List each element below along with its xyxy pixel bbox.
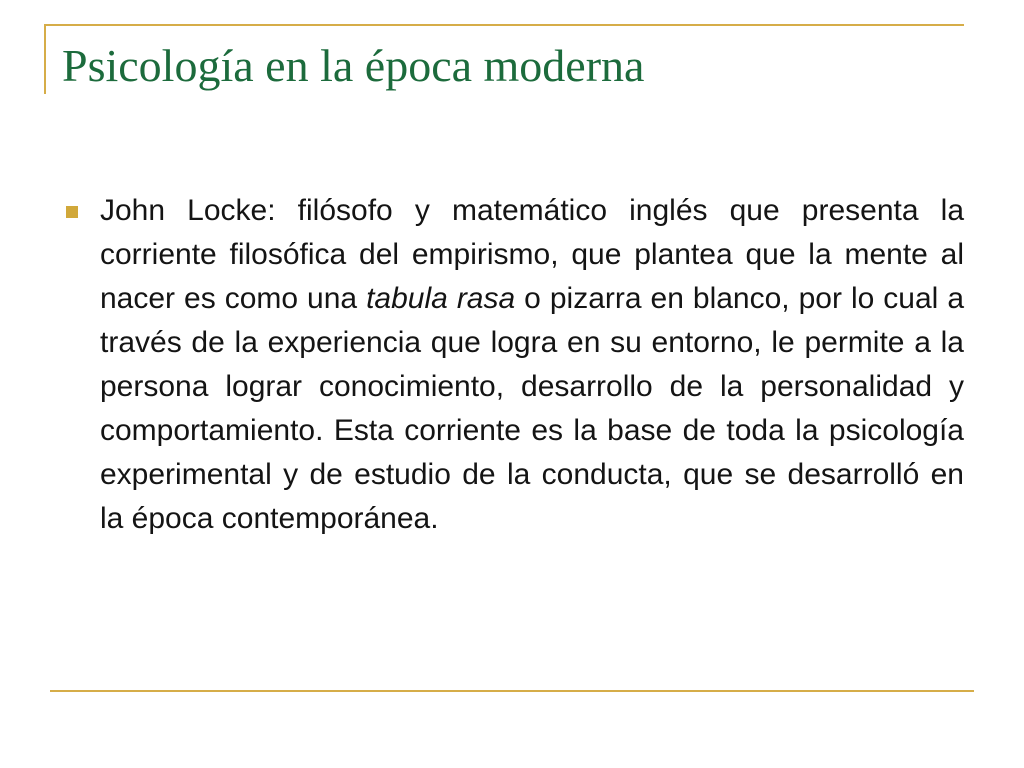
slide-title: Psicología en la época moderna xyxy=(62,40,645,91)
bullet-square-icon xyxy=(66,206,78,218)
bottom-rule xyxy=(50,690,974,692)
top-rule xyxy=(44,24,964,26)
bullet-text-italic: tabula rasa xyxy=(366,282,516,315)
bullet-text-part2: o pizarra en blanco, por lo cual a través de la experiencia que logra en su entorno, le permite a la persona lograr conocimiento, desarrollo de la personalidad y comportamiento. Esta corriente es la base de toda la psicología experimental y de estudio de la conducta, que se desarrolló en la época contemporánea. xyxy=(100,282,964,535)
bullet-text xyxy=(100,189,964,541)
bullet-text-part1: John Locke: filósofo y matemático inglés que presenta la corriente filosófica del empirismo, que plantea que la mente al nacer es como una xyxy=(100,194,964,315)
left-rule xyxy=(44,24,46,94)
